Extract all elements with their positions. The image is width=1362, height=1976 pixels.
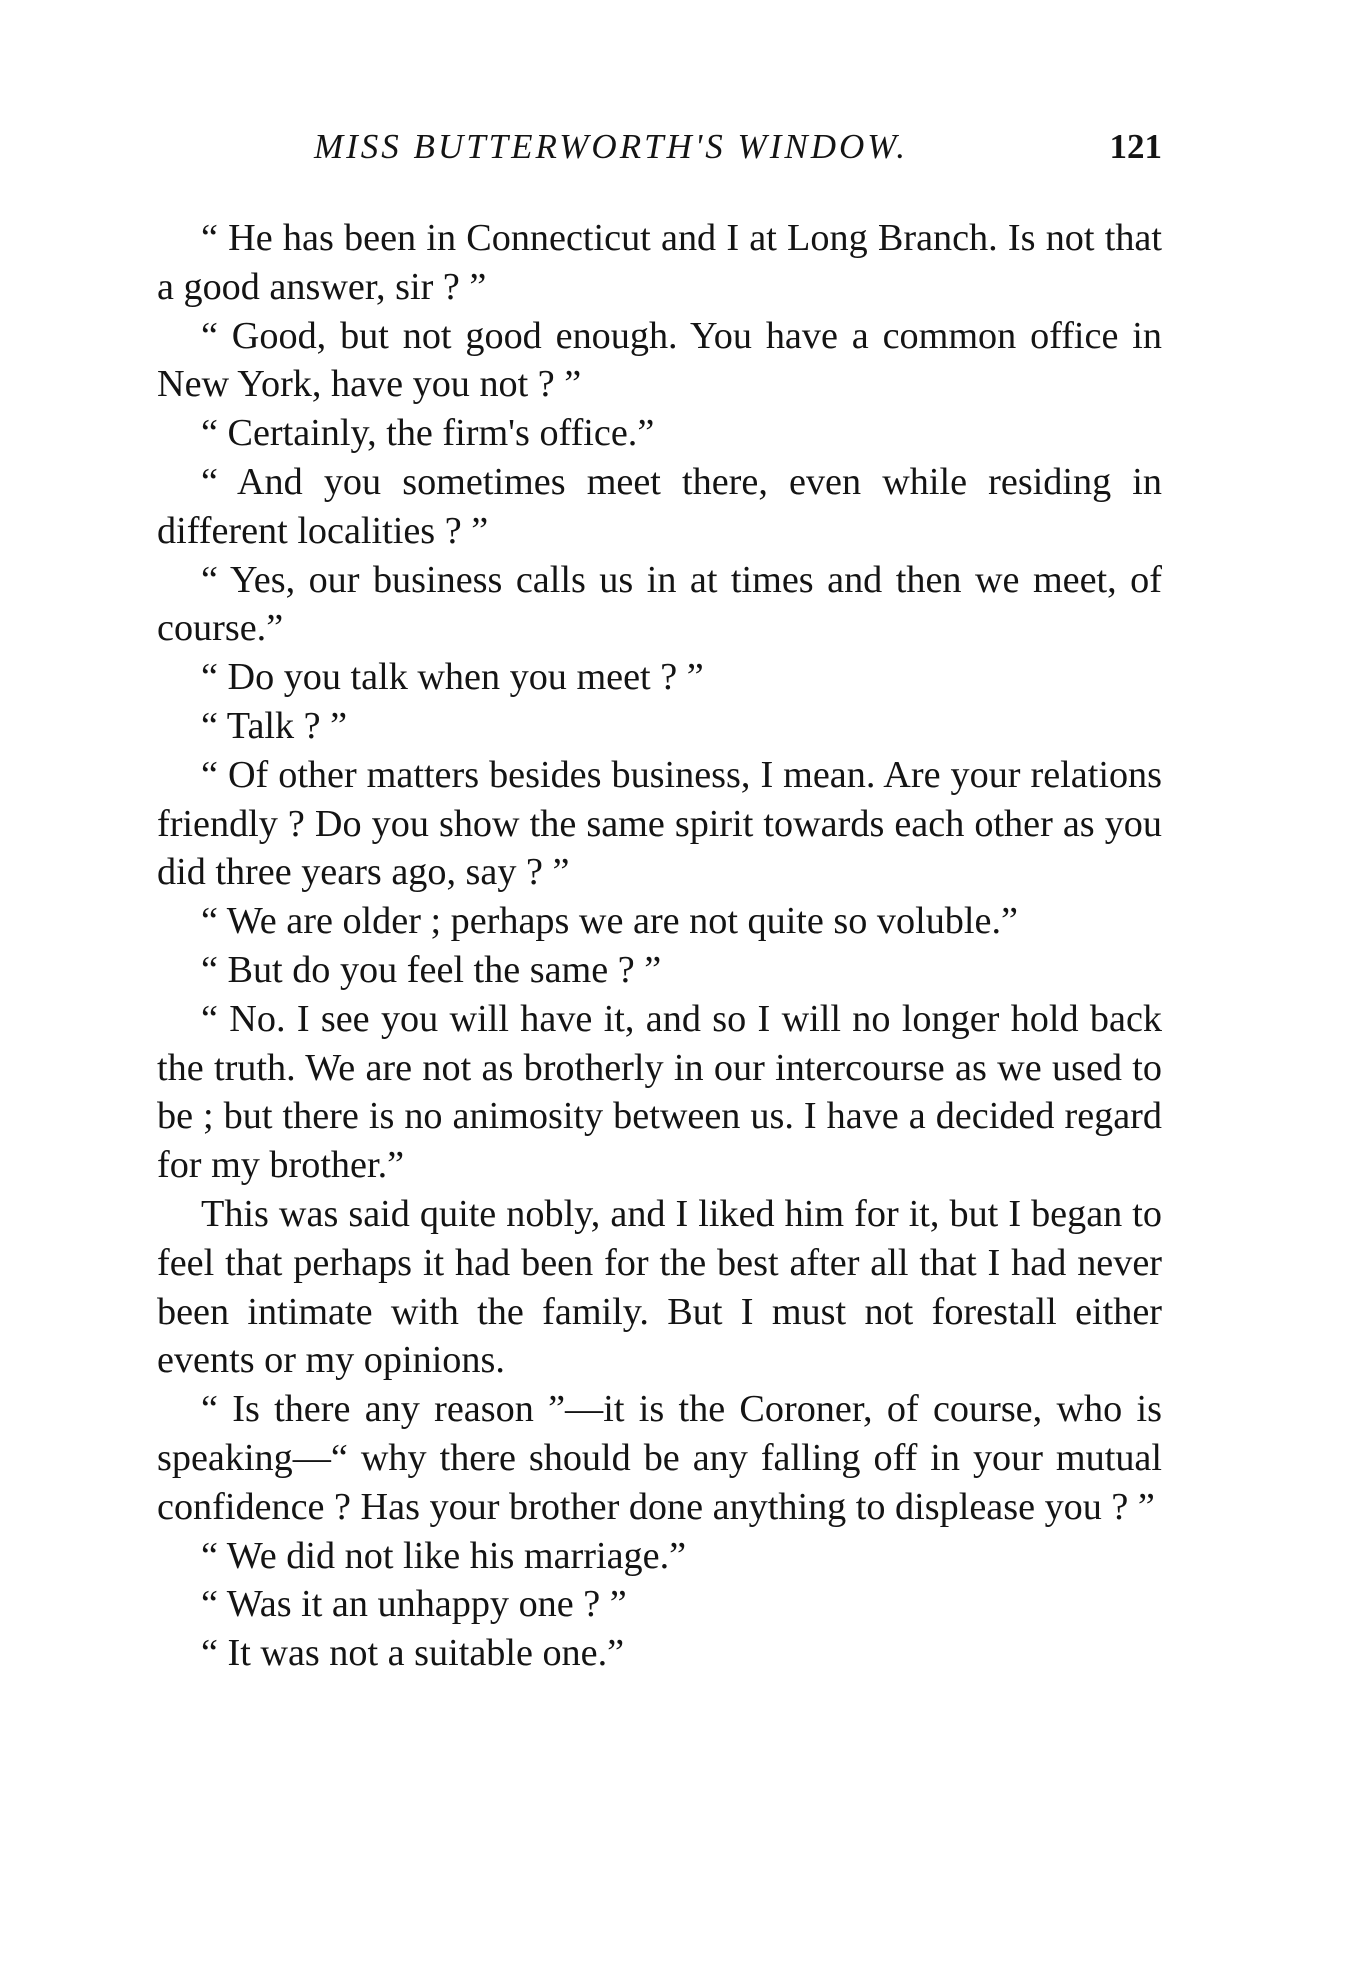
paragraph: “ Talk ? ” <box>201 704 348 747</box>
paragraph: “ Was it an unhappy one ? ” <box>201 1583 627 1626</box>
paragraph: “ Is there any reason ”—it is the Coroner, of course, who is speaking—“ why there should be any falling off in your mutual confidence ? Has your brother done anything to displease you ? ” <box>157 1388 1162 1528</box>
paragraph: “ Do you talk when you meet ? ” <box>201 656 704 699</box>
paragraph: “ Good, but not good enough. You have a common office in New York, have you not ? ” <box>157 314 1162 406</box>
paragraph: “ No. I see you will have it, and so I will no longer hold back the truth. We are not as brotherly in our intercourse as we used to be ; but there is no animosity between us. I have a decided regard for my brother.” <box>157 997 1162 1187</box>
paragraph: “ Certainly, the firm's office.” <box>201 412 655 455</box>
paragraph: “ We are older ; perhaps we are not quite so voluble.” <box>201 900 1018 943</box>
running-head <box>157 122 1162 172</box>
chapter-title: MISS BUTTERWORTH'S WINDOW. <box>314 127 908 166</box>
paragraph: “ It was not a suitable one.” <box>201 1632 625 1675</box>
paragraph: “ But do you feel the same ? ” <box>201 948 662 991</box>
paragraph: “ We did not like his marriage.” <box>201 1534 687 1577</box>
paragraph: “ And you sometimes meet there, even while residing in different localities ? ” <box>157 460 1162 552</box>
paragraph: This was said quite nobly, and I liked him for it, but I began to feel that perhaps it had been for the best after all that I had never been intimate with the family. But I must not forestall either events or my opinions. <box>157 1192 1162 1382</box>
paragraph: “ Of other matters besides business, I mean. Are your relations friendly ? Do you show the same spirit towards each other as you did three years ago, say ? ” <box>157 753 1162 894</box>
paragraph: “ He has been in Connecticut and I at Long Branch. Is not that a good answer, sir ? ” <box>157 217 1162 308</box>
body-text <box>157 214 1162 1678</box>
page-number: 121 <box>1109 127 1162 166</box>
paragraph: “ Yes, our business calls us in at times and then we meet, of course.” <box>157 558 1162 650</box>
